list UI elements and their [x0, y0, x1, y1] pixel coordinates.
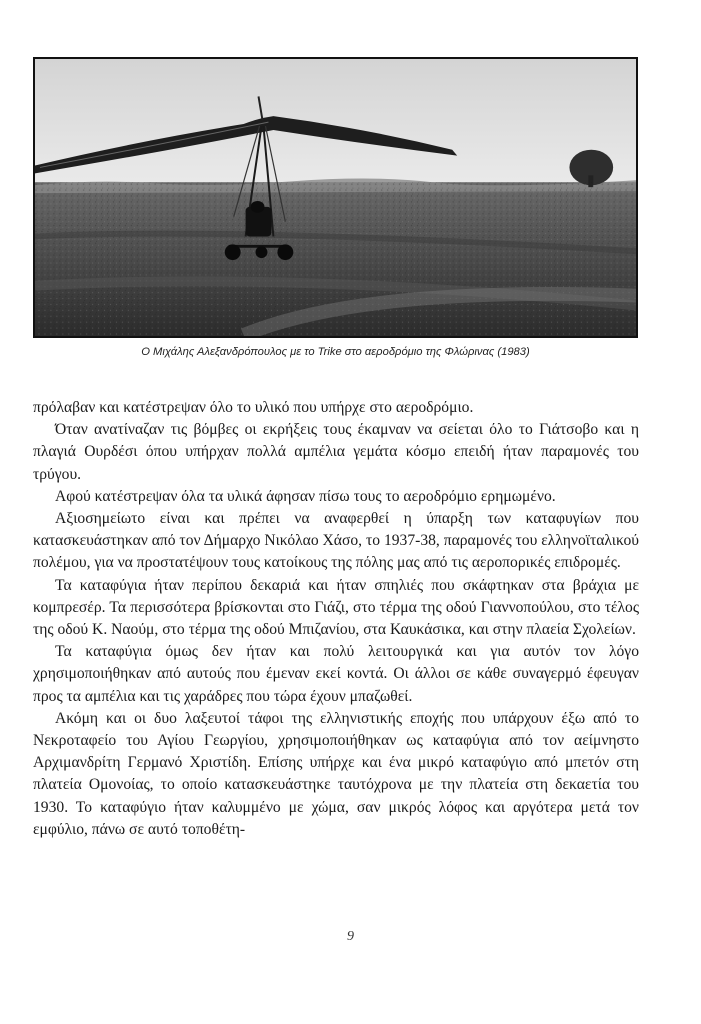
paragraph: Ακόμη και οι δυο λαξευτοί τάφοι της ελληνιστικής εποχής που υπάρχουν έξω από το Νεκροταφείο του Αγίου Γεωργίου, χρησιμοποιήθηκαν ως καταφύγια από τον αείμνηστο Αρχιμανδρίτη Γερμανό Χριστίδη. Επίσης υπήρχε και ένα μικρό καταφύγιο από μπετόν στη πλατεία Ομονοίας, το οποίο κατασκευάστηκε ταυτόχρονα με την πλατεία στη δεκαετία του 1930. Το καταφύγιο ήταν καλυμμένο με χώμα, σαν μικρός λόφος και αργότερα μετά τον εμφύλιο, πάνω σε αυτό τοποθέτη-	[33, 709, 639, 838]
page-number: 9	[347, 929, 354, 944]
paragraph: Τα καταφύγια όμως δεν ήταν και πολύ λειτουργικά και για αυτόν τον λόγο χρησιμοποιήθηκαν από αυτούς που έμεναν εκεί κοντά. Οι άλλοι σε κάθε συναγερμό έφευγαν προς τα αμπέλια και τις χαράδρες που τώρα έχουν μπαζωθεί.	[33, 643, 639, 705]
photo-trike-airfield	[33, 57, 638, 338]
paragraph: πρόλαβαν και κατέστρεψαν όλο το υλικό που υπήρχε στο αεροδρόμιο.	[33, 399, 474, 416]
trike-photo-illustration	[35, 59, 636, 336]
body-text	[33, 397, 639, 841]
paragraph: Αξιοσημείωτο είναι και πρέπει να αναφερθεί η ύπαρξη των καταφυγίων που κατασκευάστηκαν από τον Δήμαρχο Νικόλαο Χάσο, το 1937-38, παραμονές του ελληνοϊταλικού πολέμου, για να προστατέψουν τους κατοίκους της πόλης μας από τις αεροπορικές επιδρομές.	[33, 510, 639, 572]
photo-caption: Ο Μιχάλης Αλεξανδρόπουλος με το Trike στο αεροδρόμιο της Φλώρινας (1983)	[141, 346, 530, 358]
paragraph: Όταν ανατίναζαν τις βόμβες οι εκρήξεις τους έκαμναν να σείεται όλο το Γιάτσοβο και η πλαγιά Ουρδέσι όπου υπήρχαν πολλά αμπέλια γεμάτα κόσμο επειδή ήταν παραμονές του τρύγου.	[33, 421, 639, 483]
paragraph: Αφού κατέστρεψαν όλα τα υλικά άφησαν πίσω τους το αεροδρόμιο ερημωμένο.	[55, 487, 556, 505]
paragraph: Τα καταφύγια ήταν περίπου δεκαριά και ήταν σπηλιές που σκάφτηκαν στα βράχια με κομπρεσέρ. Τα περισσότερα βρίσκονται στο Γιάζι, στο τέρμα της οδού Γιαννοπούλου, στο τέλος της οδού Κ. Ναούμ, στο τέρμα της οδού Μπιζανίου, στα Καυκάσικα, και στην πλαεία Σχολείων.	[33, 576, 639, 639]
